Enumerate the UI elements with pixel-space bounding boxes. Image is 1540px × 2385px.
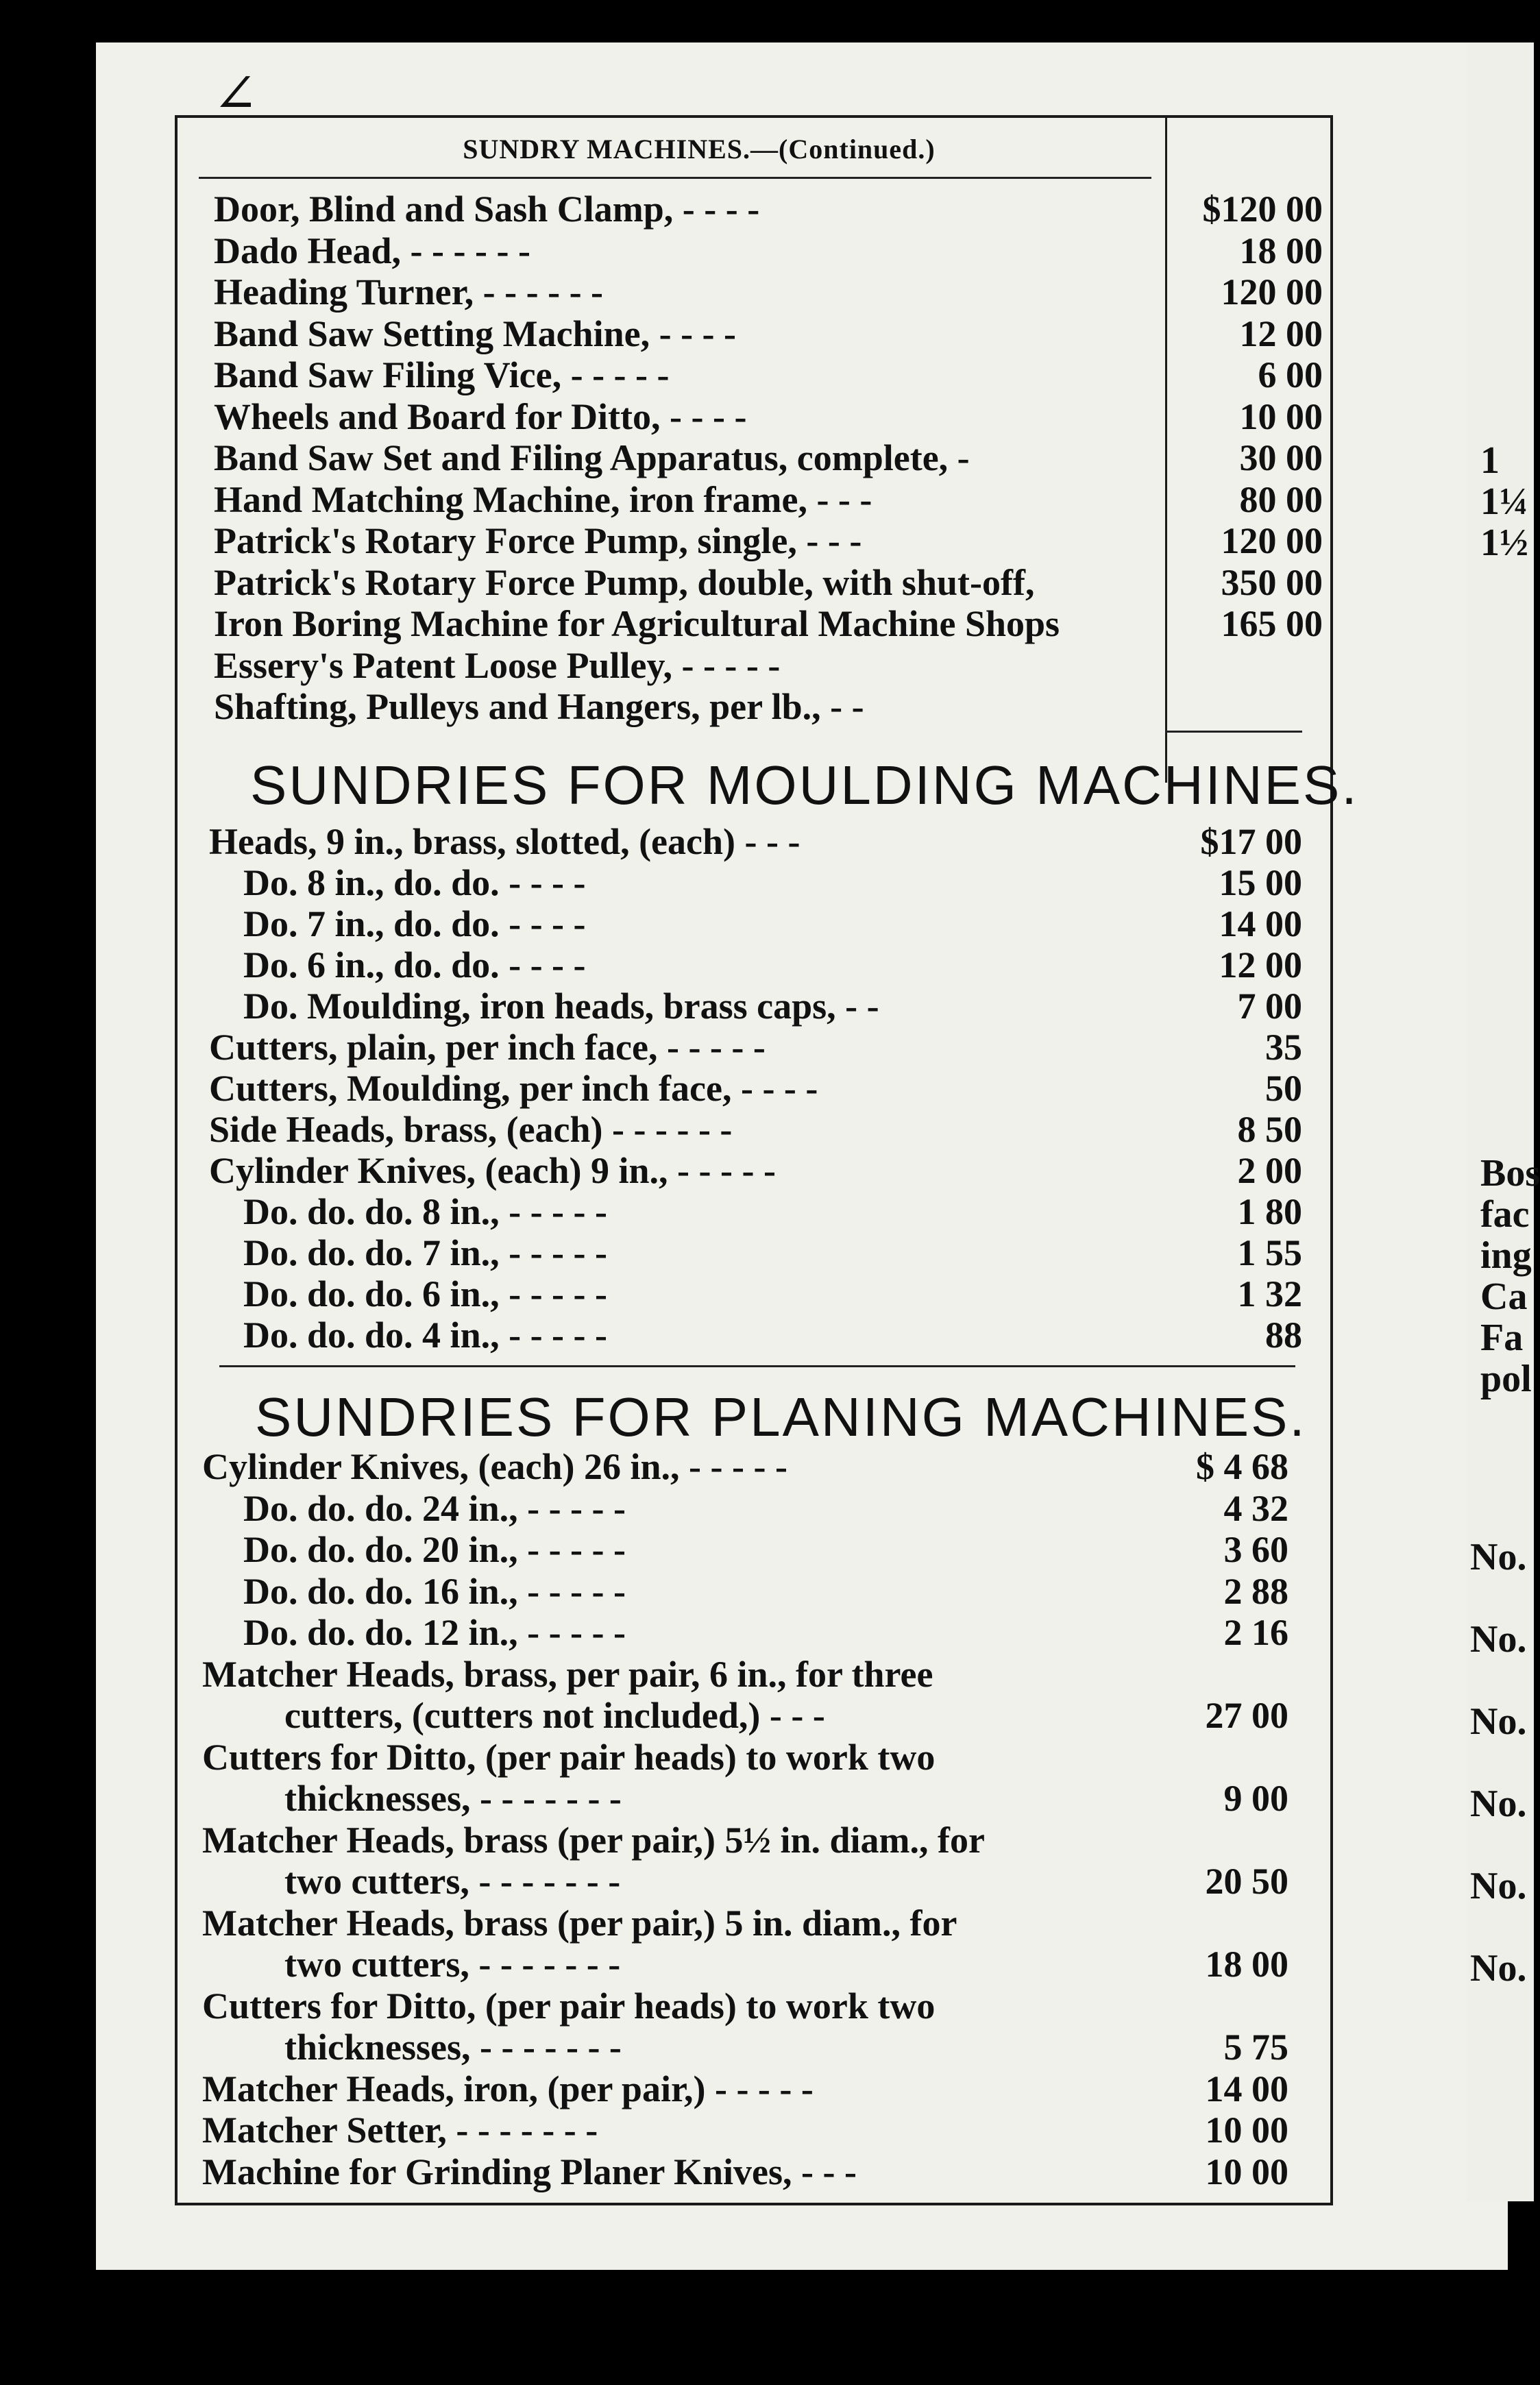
adjacent-page-text: pol	[1480, 1358, 1532, 1400]
sundry-item-price: 120 00	[1221, 271, 1323, 313]
planing-item-price: 2 88	[1223, 1570, 1288, 1612]
planing-item-label: Do. do. do. 24 in., - - - - -	[243, 1487, 626, 1529]
sundry-item-label: Patrick's Rotary Force Pump, double, with shut-off,	[214, 561, 1035, 603]
moulding-section-title: SUNDRIES FOR MOULDING MACHINES.	[250, 755, 1359, 816]
moulding-item-price: 8 50	[1237, 1109, 1302, 1150]
sundry-item-price: 12 00	[1239, 313, 1323, 354]
moulding-item-label: Do. 6 in., do. do. - - - -	[243, 944, 586, 986]
planing-item-price: 14 00	[1205, 2068, 1288, 2109]
moulding-item-label: Do. 7 in., do. do. - - - -	[243, 903, 586, 944]
sundry-item-price: 165 00	[1221, 603, 1323, 644]
moulding-item-label: Do. do. do. 7 in., - - - - -	[243, 1232, 608, 1273]
moulding-item-label: Side Heads, brass, (each) - - - - - -	[209, 1109, 733, 1150]
corner-mark: ∠	[212, 64, 259, 125]
planing-item-label: Cutters for Ditto, (per pair heads) to work two	[202, 1736, 936, 1778]
sundry-item-price: 120 00	[1221, 520, 1323, 561]
moulding-item-price: 14 00	[1219, 903, 1302, 944]
planing-item-label: Cylinder Knives, (each) 26 in., - - - - -	[202, 1446, 787, 1487]
page-header: SUNDRY MACHINES.—(Continued.)	[463, 134, 936, 164]
planing-item-price: 10 00	[1205, 2109, 1288, 2151]
moulding-item-price: 1 80	[1237, 1191, 1302, 1232]
planing-item-price: 2 16	[1223, 1612, 1288, 1653]
sundry-item-label: Band Saw Setting Machine, - - - -	[214, 313, 737, 354]
sundry-item-label: Hand Matching Machine, iron frame, - - -	[214, 478, 872, 520]
planing-item-label: Matcher Heads, iron, (per pair,) - - - - -	[202, 2068, 814, 2109]
planing-item-label: Matcher Heads, brass (per pair,) 5½ in. diam., for	[202, 1819, 985, 1861]
planing-item-label: two cutters, - - - - - - -	[284, 1861, 621, 1902]
planing-item-price: 3 60	[1223, 1529, 1288, 1570]
moulding-item-label: Do. do. do. 8 in., - - - - -	[243, 1191, 608, 1232]
moulding-item-price: 1 32	[1237, 1273, 1302, 1314]
moulding-item-price: 2 00	[1237, 1150, 1302, 1191]
adjacent-page-text: 1¼	[1480, 480, 1528, 523]
adjacent-page-text: No.	[1470, 1536, 1527, 1578]
moulding-item-label: Cylinder Knives, (each) 9 in., - - - - -	[209, 1150, 776, 1191]
sundry-item-price: $120 00	[1202, 188, 1323, 230]
moulding-item-price: 7 00	[1237, 986, 1302, 1027]
adjacent-page-text: No.	[1470, 1700, 1527, 1743]
moulding-item-price: 35	[1265, 1027, 1302, 1068]
planing-item-label: cutters, (cutters not included,) - - -	[284, 1695, 825, 1736]
moulding-item-label: Heads, 9 in., brass, slotted, (each) - - -	[209, 821, 800, 862]
moulding-item-price: 50	[1265, 1068, 1302, 1109]
planing-item-label: Cutters for Ditto, (per pair heads) to work two	[202, 1985, 936, 2027]
adjacent-page-text: No.	[1470, 1783, 1527, 1825]
moulding-item-price: 12 00	[1219, 944, 1302, 986]
sundry-item-label: Wheels and Board for Ditto, - - - -	[214, 395, 747, 437]
moulding-item-price: 1 55	[1237, 1232, 1302, 1273]
price-column-rule	[1165, 731, 1302, 733]
adjacent-page-text: No.	[1470, 1947, 1527, 1990]
planing-item-label: Machine for Grinding Planer Knives, - - -	[202, 2151, 857, 2192]
adjacent-page-text: No.	[1470, 1618, 1527, 1661]
moulding-item-label: Cutters, Moulding, per inch face, - - - -	[209, 1068, 818, 1109]
moulding-section-rule	[219, 1365, 1295, 1367]
planing-item-label: Do. do. do. 20 in., - - - - -	[243, 1529, 626, 1570]
sundry-item-price: 10 00	[1239, 395, 1323, 437]
adjacent-page-text: Ca	[1480, 1275, 1528, 1318]
moulding-item-label: Do. do. do. 6 in., - - - - -	[243, 1273, 608, 1314]
sundry-item-price: 6 00	[1258, 354, 1323, 395]
sundry-item-label: Dado Head, - - - - - -	[214, 230, 530, 271]
sundry-item-label: Patrick's Rotary Force Pump, single, - - -	[214, 520, 862, 561]
planing-item-price: 10 00	[1205, 2151, 1288, 2192]
planing-item-price: 9 00	[1223, 1778, 1288, 1819]
adjacent-page-text: fac	[1480, 1193, 1530, 1236]
adjacent-page-text: 1½	[1480, 522, 1528, 564]
sundry-item-label: Band Saw Set and Filing Apparatus, complete, -	[214, 437, 970, 478]
sundry-item-label: Iron Boring Machine for Agricultural Machine Shops	[214, 603, 1060, 644]
sundry-item-price: 18 00	[1239, 230, 1323, 271]
adjacent-page-text: Bos	[1480, 1152, 1540, 1195]
planing-item-price: 20 50	[1205, 1861, 1288, 1902]
adjacent-page-text: Fa	[1480, 1317, 1524, 1359]
planing-item-label: thicknesses, - - - - - - -	[284, 1778, 622, 1819]
planing-item-price: 5 75	[1223, 2027, 1288, 2068]
planing-item-label: Matcher Heads, brass, per pair, 6 in., for three	[202, 1653, 933, 1695]
planing-item-label: Do. do. do. 12 in., - - - - -	[243, 1612, 626, 1653]
planing-section-title: SUNDRIES FOR PLANING MACHINES.	[255, 1386, 1307, 1447]
planing-item-price: 27 00	[1205, 1695, 1288, 1736]
moulding-item-label: Cutters, plain, per inch face, - - - - -	[209, 1027, 766, 1068]
moulding-item-label: Do. 8 in., do. do. - - - -	[243, 862, 586, 903]
sundry-item-label: Band Saw Filing Vice, - - - - -	[214, 354, 670, 395]
sundry-item-label: Essery's Patent Loose Pulley, - - - - -	[214, 644, 781, 686]
planing-item-price: 18 00	[1205, 1944, 1288, 1985]
planing-item-price: 4 32	[1223, 1487, 1288, 1529]
moulding-item-label: Do. do. do. 4 in., - - - - -	[243, 1314, 608, 1356]
moulding-item-label: Do. Moulding, iron heads, brass caps, - -	[243, 986, 879, 1027]
sundry-item-price: 80 00	[1239, 478, 1323, 520]
moulding-item-price: $17 00	[1200, 821, 1302, 862]
adjacent-page-text: 1	[1480, 439, 1500, 482]
moulding-item-price: 15 00	[1219, 862, 1302, 903]
moulding-item-price: 88	[1265, 1314, 1302, 1356]
planing-item-price: $ 4 68	[1196, 1446, 1288, 1487]
planing-item-label: Matcher Setter, - - - - - - -	[202, 2109, 598, 2151]
planing-item-label: thicknesses, - - - - - - -	[284, 2027, 622, 2068]
sundry-item-label: Heading Turner, - - - - - -	[214, 271, 604, 313]
adjacent-page-text: ing	[1480, 1234, 1532, 1277]
sundry-item-label: Shafting, Pulleys and Hangers, per lb., - -	[214, 686, 864, 727]
sundry-item-price: 30 00	[1239, 437, 1323, 478]
planing-item-label: Matcher Heads, brass (per pair,) 5 in. diam., for	[202, 1902, 957, 1944]
planing-item-label: two cutters, - - - - - - -	[284, 1944, 621, 1985]
header-rule	[199, 177, 1151, 179]
planing-item-label: Do. do. do. 16 in., - - - - -	[243, 1570, 626, 1612]
sundry-item-price: 350 00	[1221, 561, 1323, 603]
adjacent-page-text: No.	[1470, 1865, 1527, 1907]
sundry-item-label: Door, Blind and Sash Clamp, - - - -	[214, 188, 760, 230]
